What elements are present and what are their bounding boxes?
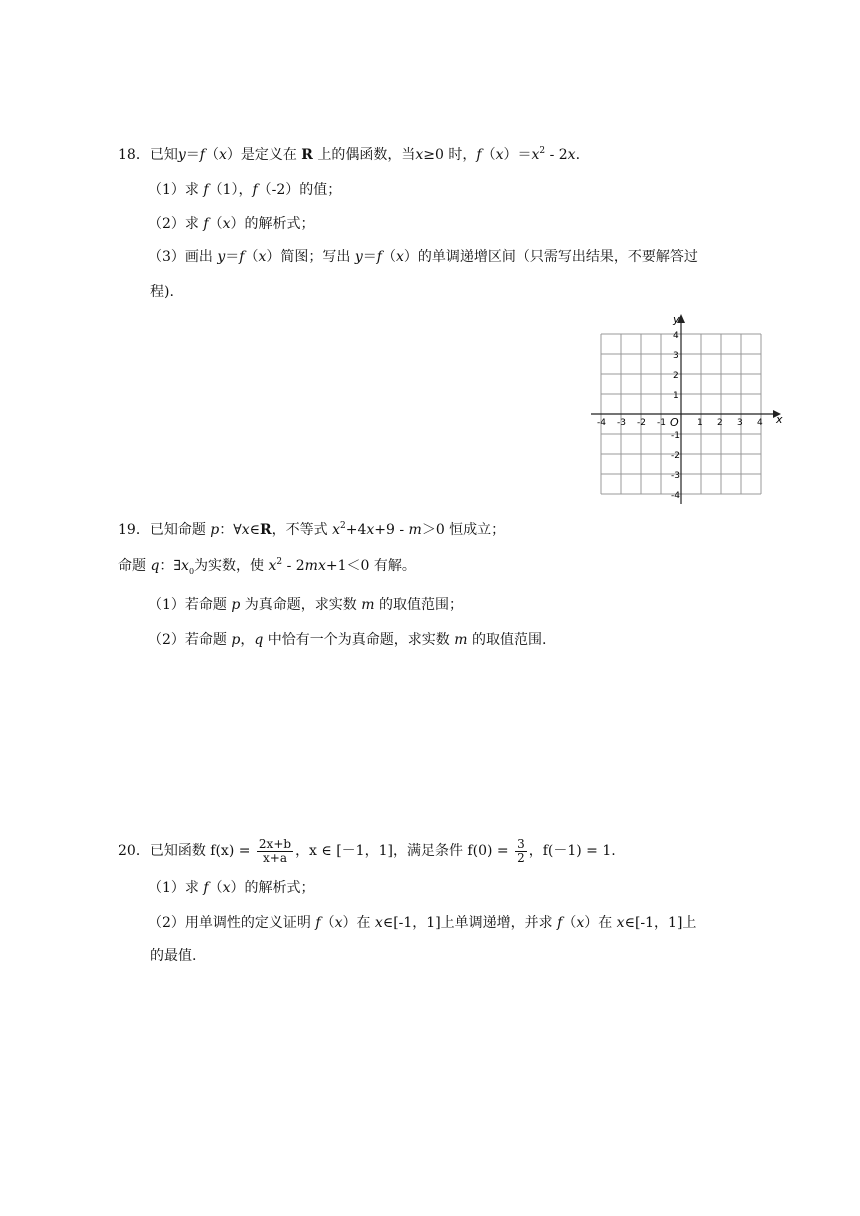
q20-part2-continued: 的最值.: [150, 948, 197, 964]
q19-stem-q: 命题 q：$\exists x_0$为实数，使 $x^2$ ‐ 2mx+1＜0 有解。: [118, 557, 416, 576]
y-axis-label: y: [673, 313, 680, 326]
y-tick-label: -1: [671, 431, 680, 441]
fraction-expression: $\frac{2x+b}{x+a}$: [258, 836, 292, 865]
coordinate-grid: [585, 308, 795, 508]
q18-part2: （2）求 f（x）的解析式；: [148, 216, 315, 232]
q19-part2: （2）若命题 p，q 中恰有一个为真命题，求实数 m 的取值范围.: [148, 632, 547, 648]
q18-part1: （1）求 f（1），f（‐2）的值；: [148, 182, 342, 198]
x-tick-label: -2: [637, 418, 646, 428]
q19-stem: 19．已知命题 p：∀x∈R，不等式 $x^2+4x+9$ ‐ m＞0 恒成立；: [118, 521, 506, 538]
x-tick-label: 1: [697, 418, 703, 428]
q19-part1: （1）若命题 p 为真命题，求实数 m 的取值范围；: [148, 597, 463, 613]
x-tick-label: 3: [737, 418, 743, 428]
y-tick-label: -4: [671, 491, 680, 501]
x-tick-label: 2: [717, 418, 723, 428]
y-tick-label: 3: [673, 351, 679, 361]
y-tick-label: -2: [671, 451, 680, 461]
q18-part3-continued: 程).: [150, 284, 174, 300]
q20-part1: （1）求 f（x）的解析式；: [148, 880, 315, 896]
q20-part2: （2）用单调性的定义证明 f（x）在 x∈[‐1，1]上单调递增，并求 f（x）在 x∈[‐1，1]上: [148, 915, 697, 931]
y-tick-label: 2: [673, 371, 679, 381]
x-tick-label: 4: [757, 418, 763, 428]
x-tick-label: -1: [657, 418, 666, 428]
x-tick-label: -3: [617, 418, 626, 428]
origin-label: O: [670, 416, 679, 429]
x-tick-label: -4: [597, 418, 606, 428]
q18-part3: （3）画出 y＝f（x）简图；写出 y＝f（x）的单调递增区间（只需写出结果，不要解答过: [148, 249, 698, 265]
y-tick-label: 1: [673, 391, 679, 401]
x-tick-labels: [597, 418, 763, 428]
y-tick-label: 4: [673, 331, 679, 341]
q18-stem: 18．已知y＝f（x）是定义在 R 上的偶函数，当x≥0 时，$f(x)=x^2$ ‐ 2x.: [118, 146, 581, 163]
y-tick-label: -3: [671, 471, 680, 481]
q20-stem: 20．已知函数 f(x) = $\frac{2x+b}{x+a}$ ，x ∈ [－1，1]，满足条件 f(0) = $\frac{3}{2}$ ，f(－1) = 1.: [118, 836, 616, 865]
x-axis-label: x: [776, 413, 783, 426]
fraction-value: $\frac{3}{2}$: [517, 836, 525, 865]
